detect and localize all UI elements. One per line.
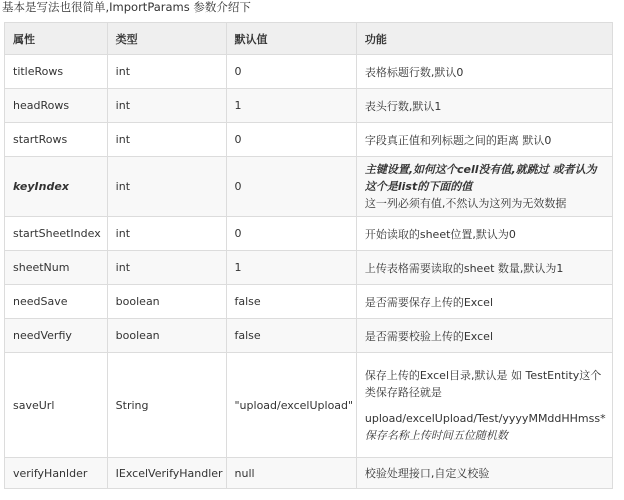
- func-note-text: 这一列必须有值,不然认为这列为无效数据: [364, 197, 567, 210]
- header-func: 功能: [356, 23, 612, 55]
- cell-attr: verifyHanlder: [5, 458, 108, 489]
- cell-type: int: [107, 55, 226, 89]
- table-row: [5, 353, 613, 458]
- cell-func: 开始读取的sheet位置,默认为0: [356, 217, 612, 251]
- table-row: [5, 458, 613, 489]
- func-emphasis-text: 主键设置,如何这个cell没有值,就跳过 或者认为这个是list的下面的值: [364, 163, 597, 193]
- cell-type: int: [107, 157, 226, 217]
- cell-func: [356, 353, 612, 458]
- cell-default: "upload/excelUpload": [226, 353, 356, 458]
- cell-attr: startSheetIndex: [5, 217, 108, 251]
- cell-type: int: [107, 89, 226, 123]
- table-row: [5, 89, 613, 123]
- table-row: [5, 251, 613, 285]
- cell-default: 1: [226, 251, 356, 285]
- cell-default: 0: [226, 123, 356, 157]
- cell-attr: needVerfiy: [5, 319, 108, 353]
- cell-func: 上传表格需要读取的sheet 数量,默认为1: [356, 251, 612, 285]
- table-row: [5, 157, 613, 217]
- cell-default: false: [226, 285, 356, 319]
- func-spacer: [365, 401, 604, 410]
- cell-type: int: [107, 123, 226, 157]
- table-row: [5, 217, 613, 251]
- cell-type: boolean: [107, 285, 226, 319]
- cell-attr: sheetNum: [5, 251, 108, 285]
- cell-type: int: [107, 251, 226, 285]
- cell-default: 0: [226, 55, 356, 89]
- cell-func: 是否需要校验上传的Excel: [356, 319, 612, 353]
- table-row: [5, 55, 613, 89]
- intro-text: 基本是写法也很简单,ImportParams 参数介绍下: [2, 0, 251, 14]
- cell-default: false: [226, 319, 356, 353]
- cell-attr: titleRows: [5, 55, 108, 89]
- cell-func: 表头行数,默认1: [356, 89, 612, 123]
- table-header-row: [5, 23, 613, 55]
- cell-type: String: [107, 353, 226, 458]
- cell-default: 1: [226, 89, 356, 123]
- cell-func: 校验处理接口,自定义校验: [356, 458, 612, 489]
- header-default: 默认值: [226, 23, 356, 55]
- cell-default: 0: [226, 157, 356, 217]
- cell-attr: headRows: [5, 89, 108, 123]
- cell-type: boolean: [107, 319, 226, 353]
- import-params-table: [4, 22, 613, 489]
- func-line-1: 保存上传的Excel目录,默认是 如 TestEntity这个类保存路径就是: [364, 368, 602, 399]
- cell-attr: startRows: [5, 123, 108, 157]
- cell-default: null: [226, 458, 356, 489]
- table-row: [5, 123, 613, 157]
- func-line-3: 保存名称上传时间五位随机数: [364, 428, 508, 442]
- cell-func: [356, 157, 612, 217]
- table-row: [5, 285, 613, 319]
- cell-default: 0: [226, 217, 356, 251]
- table-row: [5, 319, 613, 353]
- func-line-2: upload/excelUpload/Test/yyyyMMddHHmss*: [364, 411, 606, 425]
- cell-attr: saveUrl: [5, 353, 108, 458]
- cell-func: 字段真正值和列标题之间的距离 默认0: [356, 123, 612, 157]
- cell-attr: needSave: [5, 285, 108, 319]
- cell-type: int: [107, 217, 226, 251]
- header-attr: 属性: [5, 23, 108, 55]
- header-type: 类型: [107, 23, 226, 55]
- cell-type: IExcelVerifyHandler: [107, 458, 226, 489]
- cell-attr: keyIndex: [5, 157, 108, 217]
- cell-func: 是否需要保存上传的Excel: [356, 285, 612, 319]
- cell-func: 表格标题行数,默认0: [356, 55, 612, 89]
